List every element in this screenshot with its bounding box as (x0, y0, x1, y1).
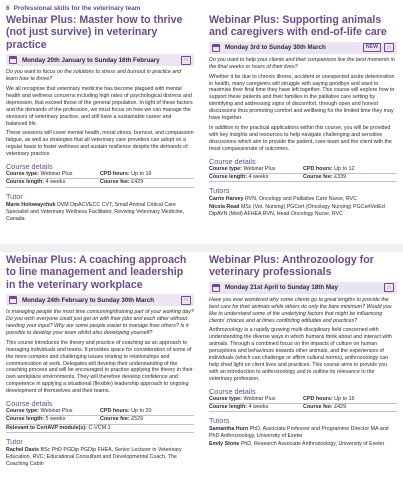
course-paragraph: Whether it be due to chronic illness, accident or unexpected acute deterioration in health, many caregivers will struggle with saying goodbye and want to maximise their final time they have left together. This course will explore how to support these patients and their families in the palliative care setting by identifying and addressing signs of discomfort, through open and honest discussions thus promoting comfort and wellbeing for the limited time they may have together. (209, 73, 395, 122)
length-value: 4 weeks (248, 403, 269, 410)
length-value: 5 weeks (45, 416, 66, 423)
course-intro: Have you ever wondered why some clients go to great lengths to provide the best care for their animals while others do only the bare minimum? Would you like to understand some of the underlying factors that might be influencing clients' choices and at times conflicting attitudes and practices? (209, 296, 392, 324)
date-bar (6, 54, 194, 66)
course-title: Webinar Plus: Master how to thrive (not just survive) in veterinary practice (6, 14, 183, 51)
details-row (6, 408, 194, 416)
webinar-icon: □ (181, 56, 191, 65)
course-paragraph: These sessions will cover mental health, moral stress, burnout, and compassion fatigue, as well as strategies that all veterinary care providers can adopt on a regular basis to foster wellness and sustain resilience despite the demands of veterinary practice. (6, 130, 194, 158)
type-value: Webinar Plus (243, 165, 276, 172)
calendar-icon (212, 284, 220, 292)
hours-label: CPD hours: (100, 171, 130, 178)
tutor-heading: Tutors (209, 186, 230, 196)
webinar-icon: □ (181, 296, 191, 305)
length-value: 4 weeks (248, 173, 269, 180)
course-intro: Do you want to focus on the solutions to stress and burnout in practice and learn how to thrive? (6, 69, 182, 83)
course-dates: Monday 20th January to Sunday 16th February (22, 56, 160, 64)
tutor-name: Rachel Davis (6, 446, 39, 453)
tutor-heading: Tutors (209, 416, 230, 426)
course-title: Webinar Plus: A coaching approach to line management and leadership in the veterinary workplace (6, 254, 187, 291)
tutor-desc: BSc PhD PGDip PGDip FHEA, Senior Lecturer in Veterinary Education, RVC; Educational Consultant and Developmental Coach, The Coaching Cabin (6, 446, 182, 467)
new-badge: NEW (363, 43, 381, 52)
hours-label: CPD hours: (303, 165, 333, 172)
course-details-heading: Course details (6, 162, 53, 172)
fee-value: £429 (131, 179, 144, 186)
certavp-value: C-VCM.1 (88, 424, 111, 431)
hours-value: Up to 12 (334, 165, 355, 172)
page-header (6, 2, 397, 14)
fee-label: Course fee: (303, 403, 333, 410)
tutor-name: Nicola Read (209, 204, 240, 211)
tutor-entry (209, 204, 397, 218)
calendar-icon (9, 296, 17, 304)
length-label: Course length: (6, 179, 45, 186)
tutor-heading: Tutor (6, 436, 23, 446)
course-dates: Monday 21st April to Sunday 18th May (225, 284, 338, 292)
hours-label: CPD hours: (303, 395, 333, 402)
course-card (209, 14, 397, 218)
details-row (209, 396, 397, 404)
length-label: Course length: (6, 416, 45, 423)
course-card (209, 254, 397, 448)
course-intro: Is managing people the most time consuming/draining part of your working day? Do you wish everyone could just get on with their jobs and each other without needing your input? Why are some people easier to manage than others? Is it possible to develop your team whilst also developing yourself? (6, 309, 194, 336)
tutor-desc: PhD, Associate Professor and Programme Director MA and PhD Anthrozoology, University of Exeter (209, 426, 389, 440)
tutor-desc: RVN, Oncology and Palliative Care Nurse, RVC (244, 196, 357, 203)
type-label: Course type: (6, 408, 39, 415)
details-row (209, 166, 397, 174)
fee-label: Course fee: (303, 173, 333, 180)
tutor-desc: DVM DipACVECC CVT, Small Animal Critical Care Specialist and Veterinary Wellness Facilitator, Reviving Veterinary Medicine, Canada (6, 201, 185, 222)
course-paragraph: Anthrozoology is a rapidly growing multi-disciplinary field concerned with understanding the diverse ways in which humans think about and interact with animals. Through a combined focus on the impacts of culture on human perceptions and behaviours towards other animals, and the experiences of individuals (which can challenge or affirm cultural norms), anthrozoology can help shed light on client lives and practices. This course aims to provide you with an introduction to anthrozoology and to outline its relevance to the veterinary profession. (209, 327, 392, 382)
tutor-name: Samantha Hurn (209, 426, 249, 433)
course-dates: Monday 3rd to Sunday 30th March (225, 44, 326, 52)
hours-value: Up to 16 (334, 395, 355, 402)
fee-value: £529 (131, 416, 144, 423)
type-label: Course type: (209, 395, 242, 402)
tutor-entry (209, 426, 397, 440)
date-bar (6, 294, 194, 306)
fee-value: £429 (334, 403, 347, 410)
tutor-name: Marie Holowaychuk (6, 201, 56, 208)
course-title: Webinar Plus: Anthrozoology for veterinary professionals (209, 254, 374, 279)
course-paragraph: This course introduces the theory and practice of coaching as an approach to managing individuals and teams. It provides space for consideration of some of the more complex and challenging issues relating to relationships and communication at work. Delegates will develop their understanding of the coaching process and will be encouraged to practise applying the theory in their own workplace environments. They will therefore develop confidence and competence in applying a situational (flexible) leadership approach to ongoing development of themselves and their teams. (6, 339, 193, 395)
type-value: Webinar Plus (243, 395, 276, 402)
details-row (6, 171, 194, 179)
tutor-desc: PhD, Research Associate Anthrozoology, University of Exeter (240, 441, 385, 448)
tutor-name: Emily Stone (209, 441, 240, 448)
hours-value: Up to 16 (131, 171, 152, 178)
details-row (209, 174, 397, 182)
length-label: Course length: (209, 403, 248, 410)
webinar-icon: □ (384, 283, 394, 292)
webinar-icon: □ (384, 43, 394, 52)
course-details-heading: Course details (209, 156, 256, 166)
length-label: Course length: (209, 173, 248, 180)
fee-label: Course fee: (100, 416, 130, 423)
certavp-label: Relevant to CertAVP module(s): (6, 424, 87, 431)
course-title: Webinar Plus: Supporting animals and caregivers with end-of-life care (209, 14, 387, 39)
hours-label: CPD hours: (100, 408, 130, 415)
fee-value: £339 (334, 173, 347, 180)
type-label: Course type: (209, 165, 242, 172)
type-value: Webinar Plus (40, 408, 73, 415)
tutor-name: Carrie Harvey (209, 196, 244, 203)
course-paragraph: We all recognise that veterinary medicine has become plagued with mental health and wellness concerns including high rates of psychological distress and depression, that exceed those of the general population. In light of these factors and the demands of the profession, we must focus on how we can manage the stressors of veterinary practice, and still have a sustainable career and balanced life. (6, 86, 193, 127)
hours-value: Up to 20 (131, 408, 152, 415)
date-bar (209, 42, 397, 54)
tutor-entry (6, 202, 194, 223)
course-paragraph: In addition to the practical applications within this course, you will be provided with key insights and resources to help navigate challenging and sensitive discussions which aim to provide the patient, care-team and the client with the most compassionate of outcomes. (209, 124, 392, 152)
page-number: 6 (6, 4, 10, 12)
section-divider (0, 244, 403, 252)
date-bar (209, 282, 397, 294)
details-row (209, 404, 397, 412)
tutor-heading: Tutor (6, 191, 23, 201)
details-row (6, 179, 194, 187)
course-dates: Monday 24th February to Sunday 30th March (22, 296, 155, 304)
course-details-heading: Course details (209, 386, 256, 396)
type-label: Course type: (6, 171, 39, 178)
course-intro: Do you want to help your clients and their companions live the best moments in the final weeks or hours of their lives? (209, 56, 395, 70)
details-row (6, 425, 194, 433)
tutor-desc: MSc (Vet. Nursing) PGCert (Oncology Nursing) PGCertVetEd DipAVN (Med) AFHEA RVN, Head Oncology Nurse, RVC (209, 204, 385, 217)
course-details-heading: Course details (6, 399, 53, 409)
tutor-entry (209, 196, 397, 203)
section-title: Professional skills for the veterinary team (13, 4, 141, 12)
tutor-entry (6, 447, 194, 468)
length-value: 4 weeks (45, 179, 66, 186)
calendar-icon (9, 56, 17, 64)
calendar-icon (212, 44, 220, 52)
course-card (6, 14, 194, 222)
type-value: Webinar Plus (40, 171, 73, 178)
course-card (6, 254, 194, 468)
tutor-entry (209, 441, 397, 448)
fee-label: Course fee: (100, 179, 130, 186)
details-row (6, 416, 194, 424)
